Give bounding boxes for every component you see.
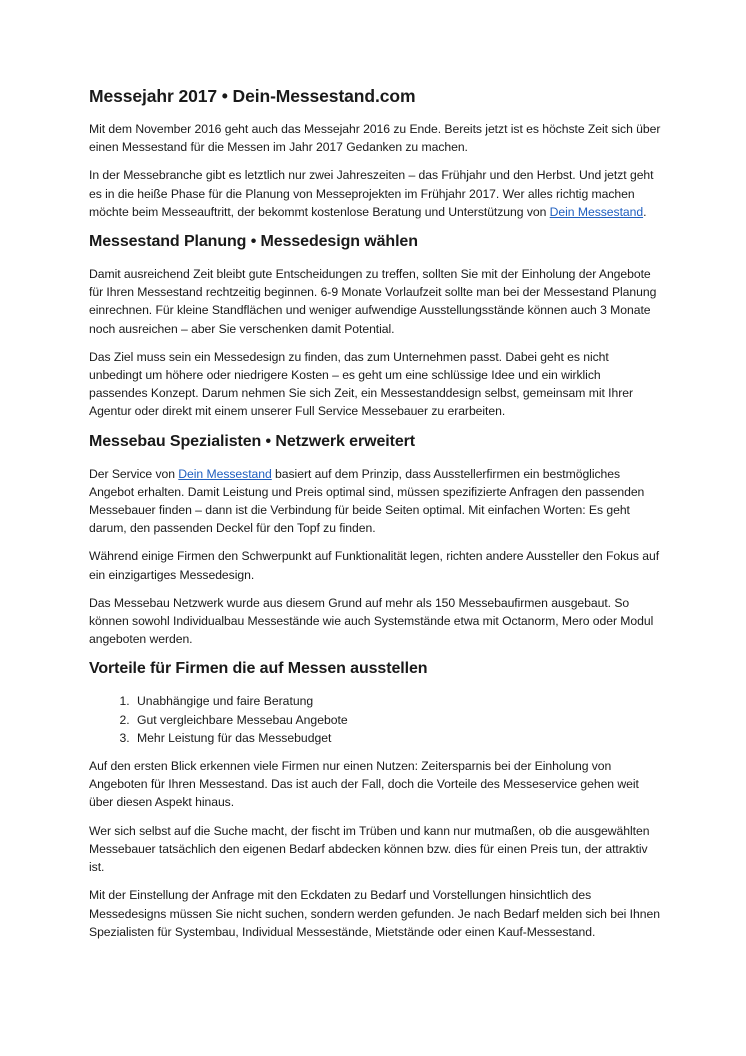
section-heading-vorteile: Vorteile für Firmen die auf Messen ausstellen — [89, 660, 428, 678]
section-heading-spezialisten: Messebau Spezialisten • Netzwerk erweitert — [89, 432, 415, 450]
list-item: 1. Unabhängige und faire Beratung — [133, 692, 661, 710]
list-item: 3. Mehr Leistung für das Messebudget — [133, 729, 661, 747]
planung-paragraph-1: Damit ausreichend Zeit bleibt gute Entscheidungen zu treffen, sollten Sie mit der Einholung der Angebote für Ihren Messestand rechtzeitig beginnen. 6-9 Monate Vorlaufzeit sollte man bei der Messestand Planung einrechnen. Für kleine Standflächen und weniger aufwendige Ausstellungsstände können auch 3 Monate noch ausreichen – aber Sie verschenken damit Potential. — [89, 267, 657, 336]
vorteile-paragraph-3: Mit der Einstellung der Anfrage mit den Eckdaten zu Bedarf und Vorstellungen hinsichtlich des Messedesigns müssen Sie nicht suchen, sondern werden gefunden. Je nach Bedarf melden sich bei Ihnen Spezialisten für Systembau, Individual Messestände, Mietstände oder einen Kauf-Messestand. — [89, 888, 660, 939]
vorteile-paragraph-2: Wer sich selbst auf die Suche macht, der fischt im Trüben und kann nur mutmaßen, ob die ausgewählten Messebauer tatsächlich den eigenen Bedarf abdecken können bzw. dies für einen Preis tun, der attraktiv ist. — [89, 823, 650, 875]
document-page — [89, 84, 661, 951]
planung-paragraph-2: Das Ziel muss sein ein Messedesign zu finden, das zum Unternehmen passt. Dabei geht es nicht unbedingt um höhere oder niedrigere Kosten – es geht um eine schlüssige Idee und ein wirklich passendes Konzept. Darum nehmen Sie sich Zeit, ein Messestanddesign selbst, gemeinsam mit Ihrer Agentur oder direkt mit einem unserer Full Service Messebauer zu erarbeiten. — [89, 349, 633, 419]
list-item: 2. Gut vergleichbare Messebau Angebote — [133, 711, 661, 729]
spezialisten-paragraph-1-rest: basiert auf dem Prinzip, dass Ausstellerfirmen ein bestmögliches Angebot erhalten. Damit Leistung und Preis optimal sind, müssen spezifizierte Anfragen den passenden Messebauer finden – dann ist die Verbindung für beide Seiten optimal. Mit einfachen Worten: Es geht darum, den passenden Deckel für den Topf zu finden. — [89, 466, 645, 536]
dein-messestand-link[interactable]: Dein Messestand — [549, 204, 644, 219]
vorteile-paragraph-1: Auf den ersten Blick erkennen viele Firmen nur einen Nutzen: Zeitersparnis bei der Einholung von Angeboten für Ihren Messestand. Das ist auch der Fall, doch die Vorteile des Messeservice gehen weit über diesen Aspekt hinaus. — [89, 759, 639, 810]
intro-paragraph-2-text: In der Messebranche gibt es letztlich nur zwei Jahreszeiten – das Frühjahr und den Herbst. Und jetzt geht es in die heiße Phase für die Planung von Messeprojekten im Frühjahr 2017. Wer alles richtig machen möchte beim Messeauftritt, der bekommt kostenlose Beratung und Unterstützung von — [89, 168, 654, 219]
section-heading-planung: Messestand Planung • Messedesign wählen — [89, 233, 418, 251]
intro-paragraph-2-end: . — [643, 204, 647, 219]
spezialisten-paragraph-1 — [89, 465, 661, 538]
spezialisten-paragraph-2: Während einige Firmen den Schwerpunkt auf Funktionalität legen, richten andere Aussteller den Fokus auf ein einzigartiges Messedesign. — [89, 549, 660, 582]
spezialisten-paragraph-1-start: Der Service von — [89, 466, 179, 481]
dein-messestand-link-2[interactable]: Dein Messestand — [178, 466, 272, 481]
vorteile-list — [89, 692, 661, 747]
intro-paragraph-1: Mit dem November 2016 geht auch das Messejahr 2016 zu Ende. Bereits jetzt ist es höchste Zeit sich über einen Messestand für die Messen im Jahr 2017 Gedanken zu machen. — [89, 122, 661, 155]
intro-paragraph-2 — [89, 166, 661, 221]
spezialisten-paragraph-3: Das Messebau Netzwerk wurde aus diesem Grund auf mehr als 150 Messebaufirmen ausgebaut. So können sowohl Individualbau Messestände wie auch Systemstände etwa mit Octanorm, Mero oder Modul angeboten werden. — [89, 595, 654, 647]
page-title: Messejahr 2017 • Dein-Messestand.com — [89, 86, 416, 106]
